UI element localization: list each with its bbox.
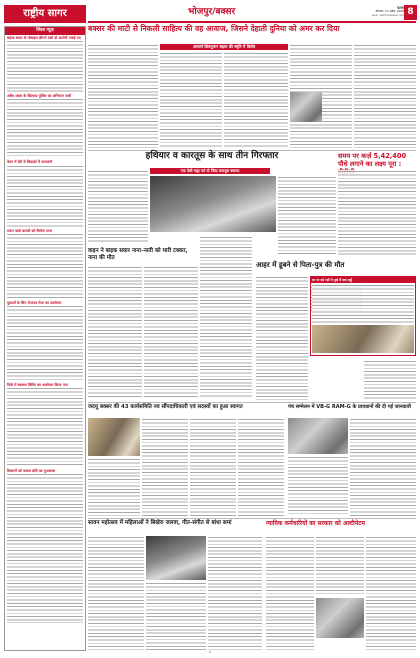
festival-headline: सावन महोत्सव में महिलाओं ने बिखेरा जलवा, गीत-संगीत से बांधा समां (88, 520, 232, 526)
sidebar-item-text (7, 473, 83, 623)
festival-photo (146, 536, 206, 580)
sidebar-item-head: किसानों को फसल क्षति का मुआवजा (7, 469, 56, 474)
arrest-strap: एक देसी कट्टा एवं दो जिंदा कारतूस बरामद (150, 168, 270, 174)
gram-headline: पंच सम्मेलन में VB-G RAM-G के प्रावधानों की दी गई जानकारी (288, 404, 411, 410)
sidebar-item-head: राशन कार्ड धारकों को मिलेगा लाभ (7, 228, 53, 233)
welcome-photo (88, 418, 140, 456)
edition-title: भोजपुर/बक्सर (188, 7, 236, 17)
drowning-box-title: घर पर बड़े नहीं थे तुम्हें मैं क्या कहूँ (311, 277, 415, 283)
lead-photo (290, 92, 322, 122)
welcome-text-col-4 (88, 458, 140, 516)
welcome-text-col-1 (142, 418, 188, 516)
gram-photo (288, 418, 348, 454)
sidebar (4, 26, 86, 651)
dateline (350, 6, 404, 17)
justice-text-col-3 (366, 536, 416, 650)
sidebar-item-text (7, 165, 83, 227)
dateline-city: पटना (397, 6, 404, 10)
accident-text-col-2 (144, 266, 198, 398)
festival-text-col-2 (146, 582, 206, 650)
target-headline: समय पर कर्ज़ 5,42,400 पौधे लगाने का लक्ष्य पूरा : (338, 152, 407, 168)
middle-text-col (200, 236, 252, 398)
festival-text-col-3 (208, 536, 262, 650)
gram-text-col-2 (288, 456, 348, 516)
arrest-headline: हथियार व कारतूस के साथ तीन गिरफ्तार (145, 151, 279, 161)
sidebar-item-text (7, 387, 83, 467)
arrest-text-col-2 (278, 176, 336, 256)
drowning-photo (312, 325, 414, 353)
welcome-text-col-3 (238, 418, 284, 516)
brand-name: राष्ट्रीय सागर (23, 8, 67, 19)
sidebar-item-text (7, 98, 83, 158)
sidebar-item-text (7, 233, 83, 299)
arrest-text-col-1 (88, 170, 148, 242)
sidebar-item-text (7, 305, 83, 381)
sidebar-item (7, 383, 83, 467)
sidebar-item (7, 94, 83, 158)
drowning-text-col-3 (364, 360, 416, 400)
accident-headline: वाहन ने बाइक सवार नाना–नाती को मारी टक्कर, नाना की मौत (88, 248, 188, 261)
lead-text-col-3 (224, 52, 288, 148)
divider (88, 518, 416, 519)
sidebar-item (7, 301, 83, 381)
drowning-box-text (312, 284, 414, 324)
welcome-text-col-2 (190, 418, 236, 516)
sidebar-item (7, 229, 83, 299)
sidebar-item-head: युवाओं के लिए रोजगार मेला का आयोजन (7, 300, 62, 305)
dateline-date: सोमवार, 13 अप्रैल, 2026 (375, 9, 404, 14)
website: web: rashtriyasagar.com (371, 13, 404, 17)
sidebar-item-head: बाइक सवार से मोबाइल छीनने वाले दो आरोपी पकड़े गए (7, 36, 81, 40)
justice-headline: न्यायिक कर्मचारियों का सरकार को अल्टीमेटम (266, 520, 365, 527)
gram-text-col-1 (350, 418, 416, 516)
lead-headline: बक्सर की माटी से निकली साहित्य की वह आवाज, जिसने देहाती दुनिया को अमर कर दिया (88, 24, 340, 33)
divider (88, 402, 416, 403)
welcome-headline: जदयू बक्सर की 43 कार्यसमिति नव सौंपदाधिकारी एवं सदस्यों का हुआ स्वागत (88, 404, 243, 410)
sidebar-item-head: अवैध शराब के खिलाफ पुलिस का अभियान जारी (7, 94, 72, 99)
drowning-text-col-1 (256, 276, 308, 400)
drowning-box (310, 276, 416, 356)
target-text (338, 170, 416, 256)
sidebar-item-text (7, 40, 83, 92)
sidebar-item (7, 36, 83, 92)
drowning-headline: आहर में डूबने से पिता-पुत्र की मौत (256, 261, 345, 269)
arrest-photo (150, 176, 276, 232)
justice-photo (316, 598, 364, 638)
sidebar-item-head: वेतन में देरी से शिक्षकों में नाराजगी (7, 160, 53, 165)
masthead-rule (88, 21, 416, 23)
lead-text-col-1 (88, 44, 158, 148)
footer-page-number: 8 (209, 650, 211, 654)
brand-logo (4, 5, 86, 23)
justice-text-col-2 (316, 536, 364, 596)
lead-subhead: आचार्य शिवपूजन सहाय की स्मृति में विशेष (160, 44, 288, 50)
sidebar-item (7, 160, 83, 226)
sidebar-item-head: जिले में स्वास्थ्य शिविर का आयोजन किया गया (7, 383, 68, 388)
lead-text-col-5 (354, 44, 416, 148)
justice-text-col-1 (266, 536, 314, 650)
sidebar-item (7, 469, 83, 623)
sidebar-title: जिला न्यूज़ (5, 27, 85, 35)
sidebar-list (5, 35, 85, 624)
lead-text-col-2 (160, 52, 222, 148)
festival-text-col-1 (88, 536, 144, 650)
page-number: 8 (404, 5, 417, 20)
accident-text-col-1 (88, 266, 142, 398)
